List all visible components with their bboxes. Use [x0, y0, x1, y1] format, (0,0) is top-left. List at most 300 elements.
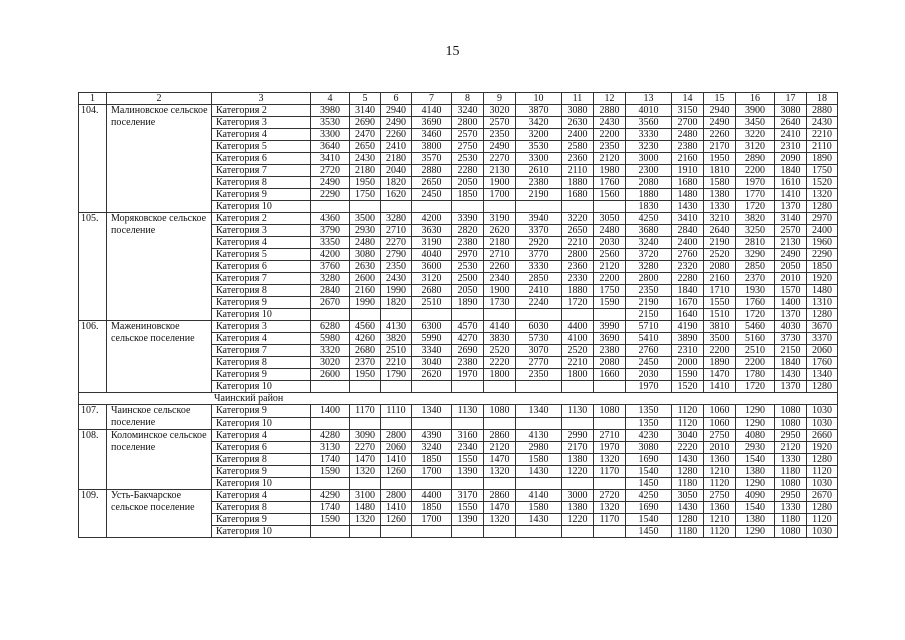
value-cell: 2430 [350, 153, 381, 165]
column-header: 14 [672, 93, 704, 105]
table-row [79, 105, 838, 117]
column-header: 4 [311, 93, 350, 105]
value-cell: 2160 [704, 273, 736, 285]
value-cell: 2570 [484, 117, 516, 129]
value-cell: 2170 [562, 442, 594, 454]
value-cell: 2380 [672, 141, 704, 153]
value-cell [311, 417, 350, 430]
value-cell [484, 201, 516, 213]
value-cell: 4570 [452, 321, 484, 333]
settlement-number: 109. [79, 490, 107, 538]
value-cell: 1710 [704, 285, 736, 297]
value-cell: 1970 [736, 177, 775, 189]
table-row [79, 430, 838, 442]
value-cell [516, 309, 562, 321]
value-cell: 2630 [350, 261, 381, 273]
category-label: Категория 9 [212, 466, 311, 478]
category-label: Категория 8 [212, 454, 311, 466]
value-cell: 2300 [626, 165, 672, 177]
value-cell: 1850 [412, 502, 452, 514]
value-cell: 2320 [672, 261, 704, 273]
value-cell: 1740 [311, 502, 350, 514]
value-cell: 2860 [484, 490, 516, 502]
value-cell: 2010 [775, 273, 807, 285]
value-cell: 1470 [484, 502, 516, 514]
district-row [79, 393, 838, 405]
value-cell: 3760 [311, 261, 350, 273]
value-cell: 2350 [626, 285, 672, 297]
value-cell: 1030 [807, 417, 838, 430]
district-label: Чаинский район [79, 393, 838, 405]
value-cell: 1350 [626, 417, 672, 430]
value-cell: 1180 [775, 514, 807, 526]
value-cell: 3080 [626, 442, 672, 454]
value-cell: 1930 [736, 285, 775, 297]
value-cell: 2060 [807, 345, 838, 357]
value-cell: 2350 [516, 369, 562, 381]
value-cell: 2310 [672, 345, 704, 357]
value-cell: 1430 [775, 369, 807, 381]
value-cell: 1330 [775, 454, 807, 466]
value-cell: 2200 [704, 345, 736, 357]
value-cell: 1400 [311, 405, 350, 418]
value-cell: 2080 [626, 177, 672, 189]
value-cell: 2180 [350, 165, 381, 177]
value-cell: 2880 [412, 165, 452, 177]
value-cell: 3120 [736, 141, 775, 153]
value-cell: 1170 [594, 514, 626, 526]
value-cell: 3420 [516, 117, 562, 129]
value-cell: 1280 [807, 201, 838, 213]
value-cell: 1290 [736, 417, 775, 430]
value-cell: 2510 [381, 345, 412, 357]
value-cell: 4030 [775, 321, 807, 333]
value-cell: 1480 [350, 502, 381, 514]
value-cell: 1540 [736, 454, 775, 466]
value-cell: 3680 [626, 225, 672, 237]
value-cell: 2130 [775, 237, 807, 249]
value-cell: 2360 [562, 261, 594, 273]
value-cell: 2170 [704, 141, 736, 153]
value-cell: 2650 [350, 141, 381, 153]
category-label: Категория 9 [212, 369, 311, 381]
value-cell: 1840 [672, 285, 704, 297]
value-cell: 1450 [626, 526, 672, 538]
value-cell: 2720 [311, 165, 350, 177]
value-cell: 2690 [452, 345, 484, 357]
value-cell: 1380 [736, 514, 775, 526]
value-cell: 2570 [775, 225, 807, 237]
value-cell: 1970 [594, 442, 626, 454]
value-cell: 1360 [704, 454, 736, 466]
value-cell: 1210 [704, 514, 736, 526]
value-cell: 2490 [775, 249, 807, 261]
value-cell: 1280 [807, 381, 838, 393]
value-cell [562, 309, 594, 321]
value-cell [350, 381, 381, 393]
value-cell [516, 526, 562, 538]
value-cell: 1290 [736, 405, 775, 418]
value-cell: 2120 [775, 442, 807, 454]
value-cell: 3300 [516, 153, 562, 165]
value-cell: 1520 [807, 177, 838, 189]
value-cell: 1670 [672, 297, 704, 309]
value-cell: 1080 [775, 417, 807, 430]
table-row [79, 213, 838, 225]
value-cell: 2950 [775, 430, 807, 442]
value-cell: 1900 [484, 285, 516, 297]
value-cell: 4080 [736, 430, 775, 442]
value-cell: 2340 [484, 273, 516, 285]
category-label: Категория 4 [212, 430, 311, 442]
value-cell: 1390 [452, 514, 484, 526]
value-cell: 2050 [452, 285, 484, 297]
value-cell [516, 381, 562, 393]
value-cell: 1180 [775, 466, 807, 478]
category-label: Категория 2 [212, 105, 311, 117]
value-cell: 5160 [736, 333, 775, 345]
value-cell: 1980 [594, 165, 626, 177]
value-cell: 5980 [311, 333, 350, 345]
value-cell: 2710 [381, 225, 412, 237]
value-cell: 2690 [350, 117, 381, 129]
category-label: Категория 3 [212, 225, 311, 237]
value-cell: 2680 [412, 285, 452, 297]
value-cell: 2570 [452, 129, 484, 141]
value-cell: 3220 [736, 129, 775, 141]
value-cell: 2850 [736, 261, 775, 273]
value-cell: 1430 [516, 514, 562, 526]
value-cell: 1700 [412, 514, 452, 526]
value-cell: 1340 [516, 405, 562, 418]
value-cell: 3530 [516, 141, 562, 153]
column-header: 3 [212, 93, 311, 105]
value-cell: 4130 [381, 321, 412, 333]
value-cell: 1880 [626, 189, 672, 201]
value-cell: 2790 [381, 249, 412, 261]
value-cell: 2620 [412, 369, 452, 381]
value-cell: 3020 [311, 357, 350, 369]
value-cell: 2800 [381, 490, 412, 502]
value-cell: 1790 [381, 369, 412, 381]
value-cell: 2400 [562, 129, 594, 141]
value-cell: 3080 [562, 105, 594, 117]
value-cell: 2150 [775, 345, 807, 357]
value-cell: 1590 [311, 466, 350, 478]
value-cell: 1720 [736, 201, 775, 213]
value-cell: 2510 [736, 345, 775, 357]
value-cell: 3200 [516, 129, 562, 141]
settlement-name: Усть-Бакчарское сельское поселение [107, 490, 212, 538]
category-label: Категория 8 [212, 177, 311, 189]
value-cell: 5410 [626, 333, 672, 345]
value-cell: 1750 [594, 285, 626, 297]
settlement-number: 107. [79, 405, 107, 430]
value-cell: 3230 [626, 141, 672, 153]
value-cell: 2290 [807, 249, 838, 261]
value-cell: 1900 [484, 177, 516, 189]
value-cell: 2410 [516, 285, 562, 297]
value-cell: 1320 [350, 466, 381, 478]
value-cell: 1380 [736, 466, 775, 478]
value-cell: 4130 [516, 430, 562, 442]
category-label: Категория 9 [212, 189, 311, 201]
value-cell: 3720 [626, 249, 672, 261]
value-cell: 1690 [626, 454, 672, 466]
value-cell [594, 201, 626, 213]
value-cell: 3820 [381, 333, 412, 345]
value-cell: 6030 [516, 321, 562, 333]
value-cell: 3080 [350, 249, 381, 261]
value-cell [484, 526, 516, 538]
value-cell: 2410 [775, 129, 807, 141]
value-cell: 1520 [672, 381, 704, 393]
value-cell: 1780 [736, 369, 775, 381]
value-cell [562, 381, 594, 393]
value-cell: 1570 [775, 285, 807, 297]
value-cell: 3630 [412, 225, 452, 237]
value-cell: 2430 [381, 273, 412, 285]
value-cell: 3730 [775, 333, 807, 345]
value-cell: 3500 [704, 333, 736, 345]
value-cell: 3050 [672, 490, 704, 502]
category-label: Категория 8 [212, 502, 311, 514]
value-cell: 1620 [381, 189, 412, 201]
value-cell: 3170 [452, 490, 484, 502]
value-cell: 1720 [736, 309, 775, 321]
value-cell: 1800 [562, 369, 594, 381]
value-cell: 3140 [350, 105, 381, 117]
value-cell: 1120 [672, 405, 704, 418]
value-cell [311, 381, 350, 393]
value-cell: 2610 [516, 165, 562, 177]
value-cell: 2270 [381, 237, 412, 249]
value-cell: 3190 [412, 237, 452, 249]
value-cell: 5460 [736, 321, 775, 333]
value-cell: 2000 [672, 357, 704, 369]
value-cell: 1280 [672, 466, 704, 478]
value-cell: 3600 [412, 261, 452, 273]
value-cell: 2380 [452, 357, 484, 369]
value-cell: 3890 [672, 333, 704, 345]
value-cell [484, 381, 516, 393]
value-cell: 1510 [704, 309, 736, 321]
value-cell: 2380 [516, 177, 562, 189]
category-label: Категория 10 [212, 309, 311, 321]
value-cell: 3050 [594, 213, 626, 225]
value-cell: 1080 [775, 526, 807, 538]
value-cell: 2260 [381, 129, 412, 141]
column-header: 17 [775, 93, 807, 105]
value-cell [311, 478, 350, 490]
value-cell: 2600 [350, 273, 381, 285]
value-cell: 1480 [672, 189, 704, 201]
value-cell: 1080 [594, 405, 626, 418]
value-cell: 1760 [736, 297, 775, 309]
value-cell [311, 526, 350, 538]
value-cell: 2120 [594, 261, 626, 273]
settlement-number: 106. [79, 321, 107, 393]
value-cell: 3370 [807, 333, 838, 345]
value-cell: 2750 [452, 141, 484, 153]
value-cell: 2150 [626, 309, 672, 321]
category-label: Категория 5 [212, 249, 311, 261]
value-cell [412, 478, 452, 490]
value-cell: 3410 [672, 213, 704, 225]
value-cell [381, 201, 412, 213]
value-cell: 1640 [672, 309, 704, 321]
value-cell: 2200 [594, 273, 626, 285]
value-cell: 1970 [626, 381, 672, 393]
value-cell: 1320 [350, 514, 381, 526]
value-cell: 1170 [594, 466, 626, 478]
value-cell: 2890 [736, 153, 775, 165]
settlement-number: 108. [79, 430, 107, 490]
value-cell: 1450 [626, 478, 672, 490]
category-label: Категория 6 [212, 153, 311, 165]
value-cell: 2330 [562, 273, 594, 285]
value-cell [350, 417, 381, 430]
value-cell: 2580 [562, 141, 594, 153]
value-cell: 2710 [484, 249, 516, 261]
value-cell: 1120 [704, 478, 736, 490]
column-header: 12 [594, 93, 626, 105]
value-cell: 3100 [350, 490, 381, 502]
value-cell: 1910 [672, 165, 704, 177]
category-label: Категория 4 [212, 490, 311, 502]
value-cell: 2380 [452, 237, 484, 249]
value-cell: 4100 [562, 333, 594, 345]
value-cell: 1760 [594, 177, 626, 189]
value-cell: 1220 [562, 514, 594, 526]
value-cell: 1060 [704, 417, 736, 430]
value-cell: 3250 [736, 225, 775, 237]
column-header: 13 [626, 93, 672, 105]
value-cell [350, 201, 381, 213]
value-cell [562, 417, 594, 430]
value-cell: 1820 [381, 177, 412, 189]
value-cell: 1080 [775, 478, 807, 490]
value-cell: 3320 [311, 345, 350, 357]
value-cell: 1370 [775, 201, 807, 213]
column-header: 2 [107, 93, 212, 105]
category-label: Категория 9 [212, 297, 311, 309]
value-cell: 1210 [704, 466, 736, 478]
value-cell: 2510 [412, 297, 452, 309]
value-cell: 2190 [516, 189, 562, 201]
value-cell: 5730 [516, 333, 562, 345]
table-row [79, 405, 838, 418]
value-cell: 2880 [594, 105, 626, 117]
value-cell: 2010 [704, 442, 736, 454]
value-cell: 1410 [775, 189, 807, 201]
value-cell: 2500 [452, 273, 484, 285]
value-cell: 2470 [350, 129, 381, 141]
value-cell: 2840 [311, 285, 350, 297]
value-cell: 3240 [626, 237, 672, 249]
value-cell: 2930 [350, 225, 381, 237]
value-cell: 2630 [562, 117, 594, 129]
value-cell: 2480 [672, 129, 704, 141]
value-cell: 2120 [484, 442, 516, 454]
value-cell: 3770 [516, 249, 562, 261]
value-cell: 1550 [452, 502, 484, 514]
value-cell: 2060 [381, 442, 412, 454]
value-cell: 2490 [484, 141, 516, 153]
value-cell: 2050 [452, 177, 484, 189]
value-cell: 2800 [452, 117, 484, 129]
category-label: Категория 3 [212, 321, 311, 333]
value-cell: 3000 [562, 490, 594, 502]
value-cell: 2640 [775, 117, 807, 129]
value-cell: 1580 [704, 177, 736, 189]
value-cell: 1280 [807, 454, 838, 466]
value-cell [562, 201, 594, 213]
value-cell: 1750 [807, 165, 838, 177]
category-label: Категория 4 [212, 237, 311, 249]
value-cell: 1540 [736, 502, 775, 514]
value-cell: 1880 [562, 285, 594, 297]
value-cell: 1850 [452, 189, 484, 201]
value-cell: 1550 [704, 297, 736, 309]
value-cell: 3340 [412, 345, 452, 357]
table-row [79, 490, 838, 502]
value-cell [350, 309, 381, 321]
value-cell: 1920 [807, 273, 838, 285]
value-cell: 2200 [594, 129, 626, 141]
value-cell: 2770 [516, 357, 562, 369]
value-cell: 3140 [775, 213, 807, 225]
value-cell: 4040 [412, 249, 452, 261]
value-cell: 1340 [412, 405, 452, 418]
value-cell: 3000 [626, 153, 672, 165]
value-cell: 3330 [516, 261, 562, 273]
value-cell: 6280 [311, 321, 350, 333]
value-cell: 3900 [736, 105, 775, 117]
value-cell: 1280 [672, 514, 704, 526]
value-cell: 2200 [736, 165, 775, 177]
value-cell: 1120 [672, 417, 704, 430]
value-cell: 4230 [626, 430, 672, 442]
value-cell: 1120 [704, 526, 736, 538]
value-cell: 1690 [626, 502, 672, 514]
value-cell: 2800 [626, 273, 672, 285]
value-cell: 3220 [562, 213, 594, 225]
value-cell: 1330 [775, 502, 807, 514]
value-cell: 3820 [736, 213, 775, 225]
value-cell: 2130 [484, 165, 516, 177]
value-cell: 5710 [626, 321, 672, 333]
value-cell: 2190 [704, 237, 736, 249]
value-cell: 3190 [484, 213, 516, 225]
category-label: Категория 10 [212, 526, 311, 538]
value-cell: 1360 [704, 502, 736, 514]
category-label: Категория 9 [212, 405, 311, 418]
value-cell: 1130 [562, 405, 594, 418]
value-cell: 2090 [775, 153, 807, 165]
value-cell: 3020 [484, 105, 516, 117]
value-cell: 2290 [311, 189, 350, 201]
value-cell: 3240 [412, 442, 452, 454]
value-cell: 2080 [704, 261, 736, 273]
value-cell: 1540 [626, 466, 672, 478]
value-cell: 1830 [626, 201, 672, 213]
settlement-name: Чаинское сельское поселение [107, 405, 212, 430]
value-cell: 2810 [736, 237, 775, 249]
value-cell: 4140 [484, 321, 516, 333]
settlement-name: Мажениновское сельское поселение [107, 321, 212, 393]
value-cell: 2210 [381, 357, 412, 369]
